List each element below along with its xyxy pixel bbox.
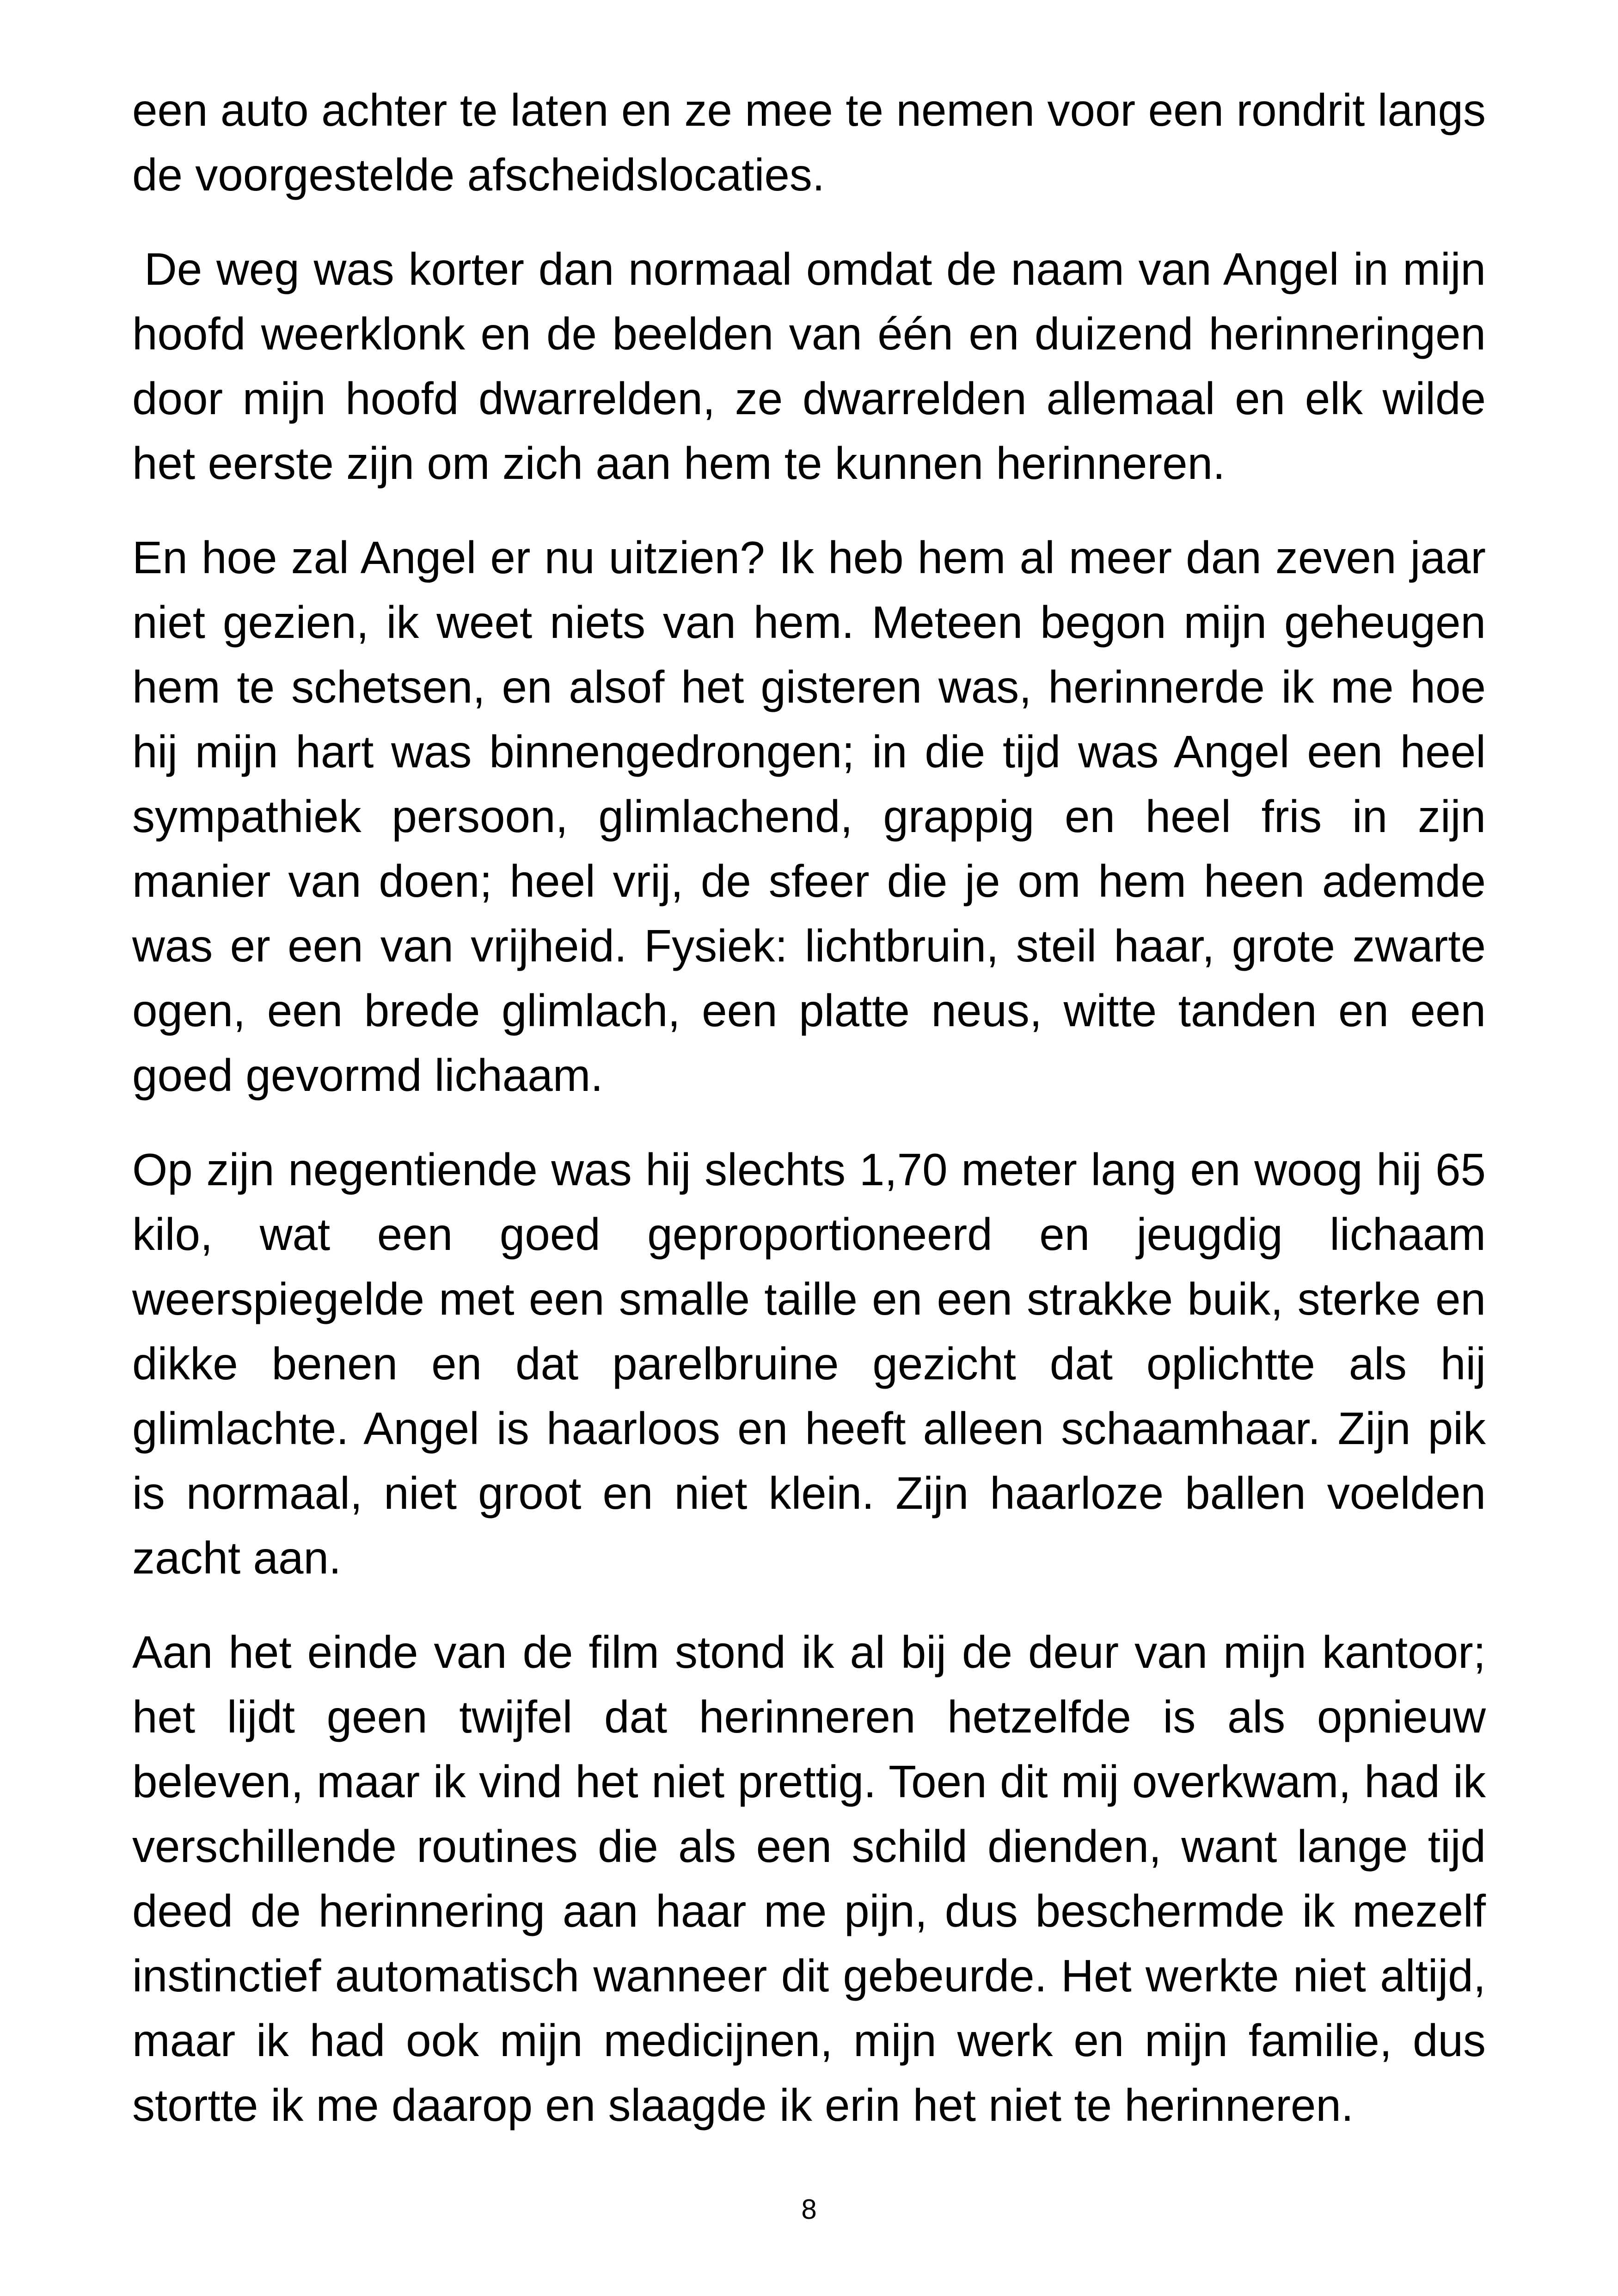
page-number: 8 [801,2194,817,2225]
paragraph: Aan het einde van de film stond ik al bij de deur van mijn kantoor; het lijdt geen twijfel dat herinneren hetzelfde is als opnieuw beleven, maar ik vind het niet prettig. Toen dit mij overkwam, had ik verschillende routines die als een schild dienden, want lange tijd deed de herinnering aan haar me pijn, dus beschermde ik mezelf instinctief automatisch wanneer dit gebeurde. Het werkte niet altijd, maar ik had ook mijn medicijnen, mijn werk en mijn familie, dus stortte ik me daarop en slaagde ik erin het niet te herinneren. [132,1627,1486,2131]
body-text [132,78,1486,2167]
paragraph: een auto achter te laten en ze mee te nemen voor een rondrit langs de voorgestelde afscheidslocaties. [132,85,1486,200]
paragraph: En hoe zal Angel er nu uitzien? Ik heb hem al meer dan zeven jaar niet gezien, ik weet niets van hem. Meteen begon mijn geheugen hem te schetsen, en alsof het gisteren was, herinnerde ik me hoe hij mijn hart was binnengedrongen; in die tijd was Angel een heel sympathiek persoon, glimlachend, grappig en heel fris in zijn manier van doen; heel vrij, de sfeer die je om hem heen ademde was er een van vrijheid. Fysiek: lichtbruin, steil haar, grote zwarte ogen, een brede glimlach, een platte neus, witte tanden en een goed gevormd lichaam. [132,532,1486,1101]
paragraph: Op zijn negentiende was hij slechts 1,70 meter lang en woog hij 65 kilo, wat een goed geproportioneerd en jeugdig lichaam weerspiegelde met een smalle taille en een strakke buik, sterke en dikke benen en dat parelbruine gezicht dat oplichtte als hij glimlachte. Angel is haarloos en heeft alleen schaamhaar. Zijn pik is normaal, niet groot en niet klein. Zijn haarloze ballen voelden zacht aan. [132,1144,1486,1583]
paragraph: De weg was korter dan normaal omdat de naam van Angel in mijn hoofd weerklonk en de beelden van één en duizend herinneringen door mijn hoofd dwarrelden, ze dwarrelden allemaal en elk wilde het eerste zijn om zich aan hem te kunnen herinneren. [132,244,1486,489]
